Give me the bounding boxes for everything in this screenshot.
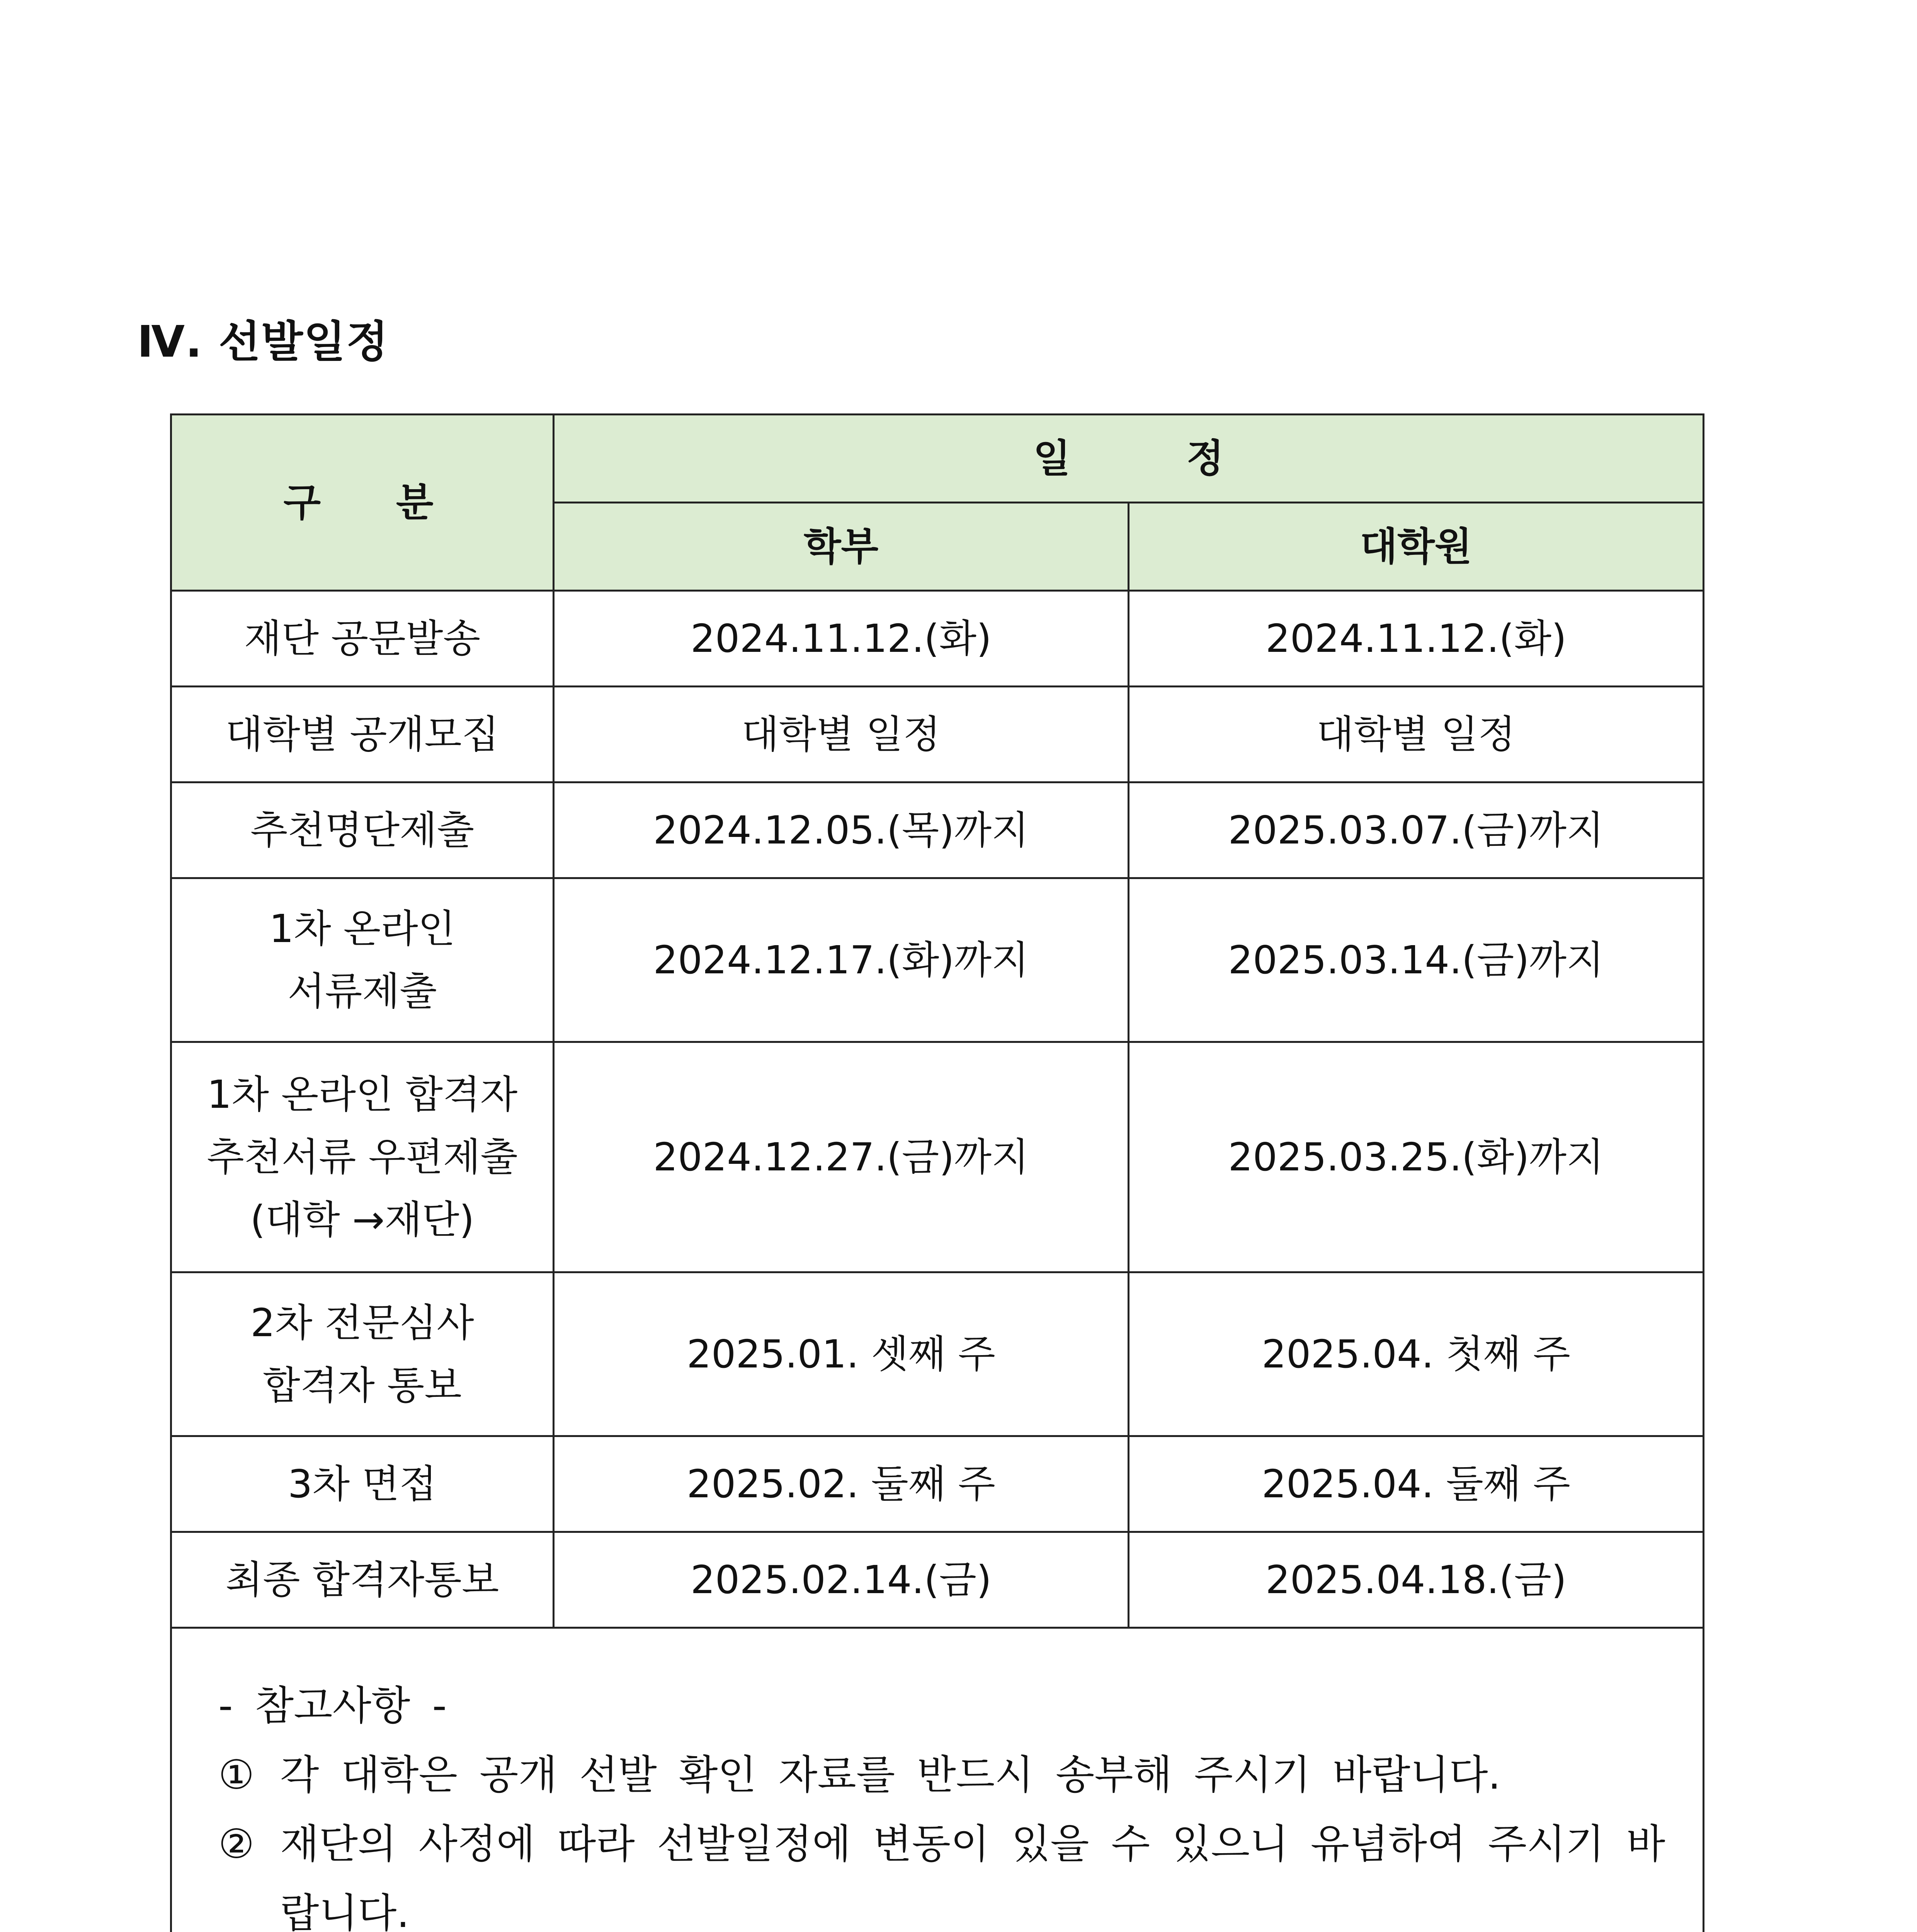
header-gubun: 구 분: [171, 415, 554, 591]
row-label: 최종 합격자통보: [171, 1532, 554, 1628]
table-row: [171, 1042, 1704, 1272]
note-text: 각 대학은 공개 선발 확인 자료를 반드시 송부해 주시기 바랍니다.: [280, 1751, 1501, 1798]
row-undergrad: 2024.12.27.(금)까지: [554, 1042, 1129, 1272]
header-jeong: 정: [1186, 435, 1224, 481]
table-row: [171, 591, 1704, 687]
note-item: [218, 1740, 1679, 1810]
row-undergrad: 2024.11.12.(화): [554, 591, 1129, 687]
row-label: 추천명단제출: [171, 782, 554, 878]
notes-title: - 참고사항 -: [218, 1682, 447, 1729]
notes-cell: [171, 1628, 1704, 1932]
row-label: 재단 공문발송: [171, 591, 554, 687]
row-undergrad: 2025.01. 셋째 주: [554, 1272, 1129, 1436]
row-undergrad: 2024.12.17.(화)까지: [554, 878, 1129, 1042]
note-text: 재단의 사정에 따라 선발일정에 변동이 있을 수 있으니 유념하여 주시기 바랍니다.: [280, 1820, 1665, 1932]
row-undergrad: 대학별 일정: [554, 687, 1129, 782]
row-grad: 2025.03.25.(화)까지: [1129, 1042, 1704, 1272]
note-marker: ②: [218, 1820, 255, 1867]
header-grad: 대학원: [1129, 503, 1704, 591]
table-row: [171, 782, 1704, 878]
row-grad: 2025.04.18.(금): [1129, 1532, 1704, 1628]
header-undergrad: 학부: [554, 503, 1129, 591]
table-row: [171, 1436, 1704, 1532]
row-undergrad: 2025.02. 둘째 주: [554, 1436, 1129, 1532]
notes-row: [171, 1628, 1704, 1932]
note-item: [218, 1810, 1679, 1932]
row-label: 1차 온라인 서류제출: [171, 878, 554, 1042]
row-label: 2차 전문심사 합격자 통보: [171, 1272, 554, 1436]
header-schedule: [554, 415, 1704, 503]
row-grad: 2025.03.14.(금)까지: [1129, 878, 1704, 1042]
note-marker: ①: [218, 1751, 255, 1798]
table-row: [171, 878, 1704, 1042]
row-label: 1차 온라인 합격자 추천서류 우편제출 (대학 →재단): [171, 1042, 554, 1272]
table-row: [171, 1272, 1704, 1436]
row-grad: 대학별 일정: [1129, 687, 1704, 782]
row-label: 3차 면접: [171, 1436, 554, 1532]
row-grad: 2025.03.07.(금)까지: [1129, 782, 1704, 878]
row-undergrad: 2024.12.05.(목)까지: [554, 782, 1129, 878]
section-4-title: Ⅳ. 선발일정: [137, 317, 389, 367]
table-row: [171, 687, 1704, 782]
row-label: 대학별 공개모집: [171, 687, 554, 782]
table-row: [171, 1532, 1704, 1628]
header-il: 일: [1033, 435, 1071, 481]
row-grad: 2025.04. 둘째 주: [1129, 1436, 1704, 1532]
row-grad: 2024.11.12.(화): [1129, 591, 1704, 687]
row-undergrad: 2025.02.14.(금): [554, 1532, 1129, 1628]
row-grad: 2025.04. 첫째 주: [1129, 1272, 1704, 1436]
schedule-table: [170, 413, 1704, 1932]
